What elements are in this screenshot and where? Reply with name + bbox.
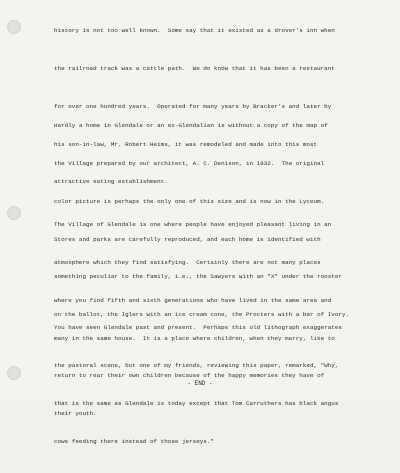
text-line: Hardly a home in Glendale or an ex-Glendalian is without a copy of the map of — [54, 122, 328, 130]
text-line: color picture is perhaps the only one of this size and is now in the Lyceum. — [54, 197, 325, 205]
text-line: that is the same as Glendale is today except that Tom Carruthers has black angus — [54, 399, 339, 407]
text-line: cows feeding there instead of those jerseys." — [54, 437, 214, 445]
text-line: their youth. — [54, 410, 97, 418]
text-line: the pastoral scene, but one of my friends, reviewing this paper, remarked, "Why, — [54, 361, 339, 369]
binder-hole-middle — [7, 206, 21, 220]
text-line: on the ballot, the Iglers with an ice cream cone, the Procters with a bar of Ivory. — [54, 311, 350, 319]
text-line: the railroad track was a cattle path. We do know that it has been a restaurant — [54, 64, 335, 72]
text-line: something peculiar to the family, i.e., the Sawyers with an "X" under the rooster — [54, 273, 342, 281]
text-line: attractive eating establishment. — [54, 178, 168, 186]
text-line: atmosphere which they find satisfying. Certainly there are not many places — [54, 258, 321, 266]
text-line: The Village of Glendale is one where people have enjoyed pleasant living in an — [54, 221, 332, 229]
binder-hole-top — [7, 20, 21, 34]
text-line: Stores and parks are carefully reproduced, and each home is identified with — [54, 235, 321, 243]
text-line: many in the same house. It is a place where children, when they marry, like to — [54, 334, 335, 342]
binder-hole-bottom — [7, 366, 21, 380]
text-line: You have seen Glendale past and present. Perhaps this old lithograph exaggerates — [54, 324, 342, 332]
text-line: the Village prepared by our architect, A. C. Denison, in 1932. The original — [54, 159, 325, 167]
text-line: for over one hundred years. Operated for many years by Bracker's and later by — [54, 102, 332, 110]
text-line: where you find fifth and sixth generations who have lived in the same area and — [54, 296, 332, 304]
text-line: history is not too well known. Some say that it existed as a drover's inn when — [54, 27, 335, 35]
text-line: his son-in-law, Mr. Robert Heims, it was remodeled and made into this most — [54, 140, 318, 148]
end-mark: - END - — [187, 380, 213, 387]
text-line: return to rear their own children because of the happy memories they have of — [54, 372, 325, 380]
